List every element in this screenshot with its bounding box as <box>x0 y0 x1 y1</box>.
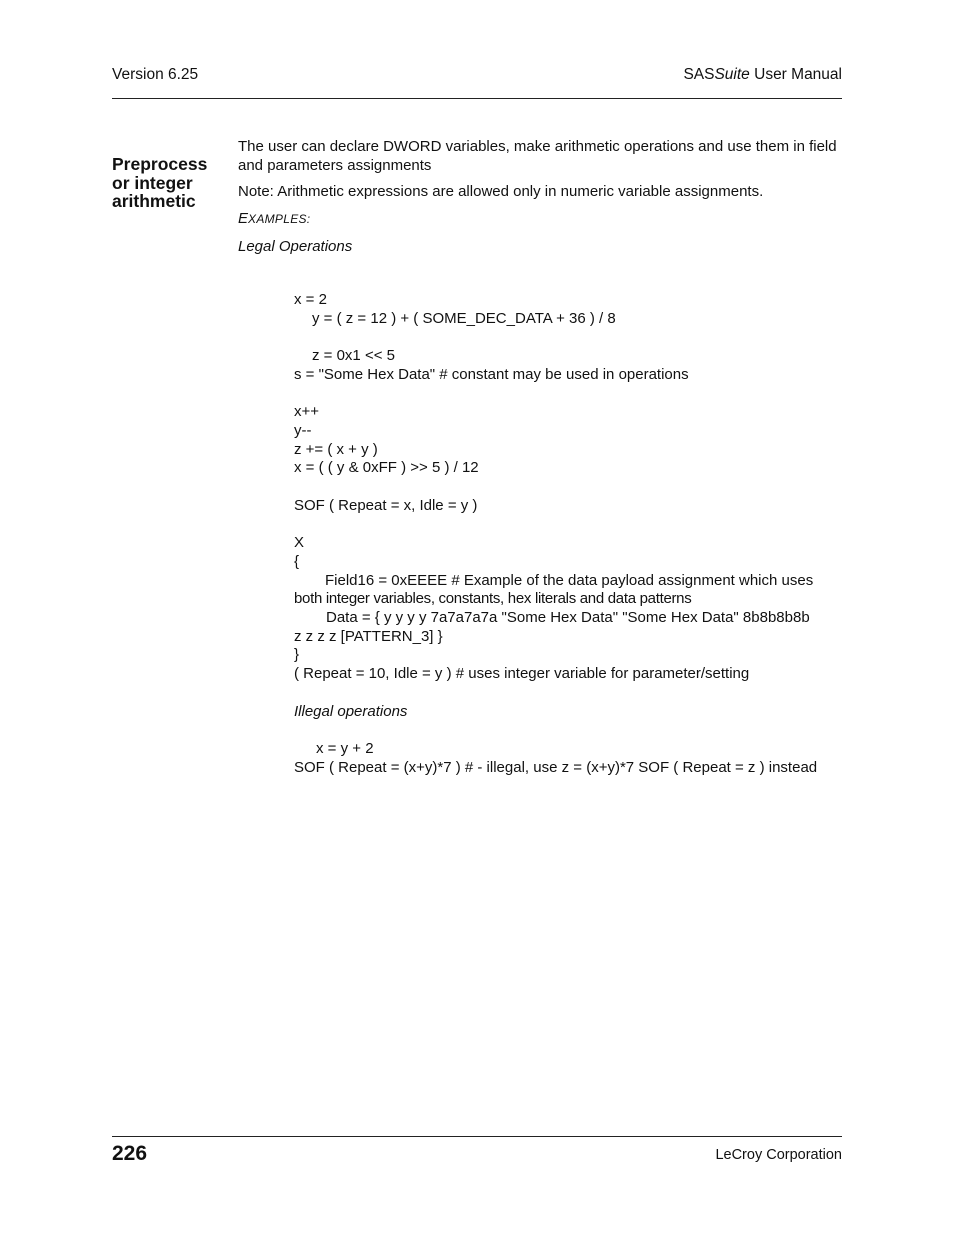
legal-operations-title: Legal Operations <box>238 238 353 255</box>
intro-paragraph: The user can declare DWORD variables, make arithmetic operations and use them in field and parameters assignments <box>238 138 837 174</box>
header-manual-title <box>683 66 842 84</box>
page-number: 226 <box>112 1142 148 1165</box>
header-version: Version 6.25 <box>112 66 199 83</box>
code-line: y = ( z = 12 ) + ( SOME_DEC_DATA + 36 ) / 8 <box>312 310 616 327</box>
code-line: s = "Some Hex Data" # constant may be used in operations <box>294 366 689 383</box>
code-line: Field16 = 0xEEEE # Example of the data payload assignment which uses <box>325 572 814 589</box>
manual-title-suite: Suite <box>714 66 750 83</box>
footer-company: LeCroy Corporation <box>715 1147 842 1163</box>
code-line: } <box>294 646 300 663</box>
code-line: SOF ( Repeat = x, Idle = y ) <box>294 497 478 514</box>
section-heading-line-3: arithmetic <box>112 191 196 211</box>
code-line: { <box>294 553 300 570</box>
code-line: z z z z [PATTERN_3] } <box>294 628 443 645</box>
section-heading-line-2: or integer <box>112 172 193 193</box>
illegal-operations-title: Illegal operations <box>294 703 408 720</box>
code-line: z = 0x1 << 5 <box>312 347 395 364</box>
code-line: x = y + 2 <box>316 740 374 757</box>
code-line: x++ <box>294 403 320 420</box>
code-line: ( Repeat = 10, Idle = y ) # uses integer variable for parameter/setting <box>294 665 750 682</box>
code-line: Data = { y y y y 7a7a7a7a "Some Hex Data" "Some Hex Data" 8b8b8b8b <box>326 609 810 626</box>
code-line: z += ( x + y ) <box>294 441 378 458</box>
code-line: x = 2 <box>294 291 327 308</box>
code-line: SOF ( Repeat = (x+y)*7 ) # - illegal, use z = (x+y)*7 SOF ( Repeat = z ) instead <box>294 759 818 776</box>
code-line: x = ( ( y & 0xFF ) >> 5 ) / 12 <box>294 459 479 476</box>
footer-rule <box>112 1136 842 1137</box>
code-line: X <box>294 534 305 551</box>
note-paragraph: Note: Arithmetic expressions are allowed only in numeric variable assignments. <box>238 183 764 200</box>
manual-title-suffix: User Manual <box>749 66 842 83</box>
examples-label <box>238 209 310 229</box>
examples-rest: XAMPLES: <box>248 212 311 226</box>
header-rule <box>112 98 842 99</box>
code-line: both integer variables, constants, hex literals and data patterns <box>294 590 692 607</box>
code-line: y-- <box>294 422 312 439</box>
examples-initial: E <box>238 210 249 227</box>
section-heading <box>112 155 232 211</box>
section-heading-line-1: Preprocess <box>112 154 208 174</box>
manual-title-prefix: SAS <box>683 66 715 83</box>
